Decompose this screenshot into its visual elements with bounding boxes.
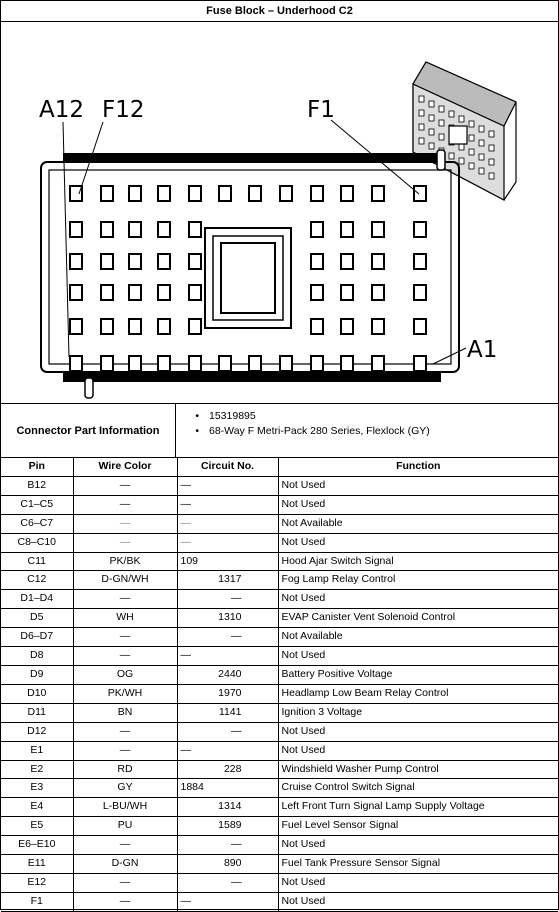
pin-cavity <box>158 222 170 237</box>
circuit-cell: 1884 <box>177 779 278 798</box>
function-cell: Fog Lamp Relay Control <box>278 571 558 590</box>
label-f12: F12 <box>102 97 145 123</box>
table-row <box>1 873 558 892</box>
table-row <box>1 684 558 703</box>
pin-cavity <box>189 222 201 237</box>
pin-cell: D11 <box>1 703 73 722</box>
connector-description: 68-Way F Metri-Pack 280 Series, Flexlock (GY) <box>209 425 430 437</box>
table-row <box>1 779 558 798</box>
wire-color-cell: — <box>73 722 177 741</box>
function-cell: Fuel Level Sensor Signal <box>278 817 558 836</box>
pin-cavity <box>129 319 141 334</box>
wire-color-cell: OG <box>73 665 177 684</box>
function-cell: Cruise Control Switch Signal <box>278 779 558 798</box>
pin-cell: F1 <box>1 892 73 911</box>
connector-part-item <box>176 409 558 424</box>
table-row <box>1 590 558 609</box>
wire-color-cell: — <box>73 514 177 533</box>
pin-cell: E2 <box>1 760 73 779</box>
function-cell: Not Used <box>278 647 558 666</box>
function-cell: Not Used <box>278 590 558 609</box>
pin-cavity <box>372 319 384 334</box>
circuit-cell: 228 <box>177 760 278 779</box>
pin-cavity <box>101 356 113 371</box>
label-a12: A12 <box>39 97 85 123</box>
pin-cavity <box>341 319 353 334</box>
circuit-cell: 109 <box>177 552 278 571</box>
function-cell: Headlamp Low Beam Relay Control <box>278 684 558 703</box>
pin-cell: D8 <box>1 647 73 666</box>
connector-drawing <box>1 22 558 403</box>
pin-cavity <box>341 186 353 201</box>
pin-cell: E5 <box>1 817 73 836</box>
function-cell: Not Used <box>278 873 558 892</box>
pin-cavity <box>372 356 384 371</box>
wire-color-cell: — <box>73 836 177 855</box>
connector-part-item <box>176 424 558 439</box>
pin-cavity <box>129 254 141 269</box>
pin-cavity <box>372 285 384 300</box>
circuit-cell: — <box>177 476 278 495</box>
table-row <box>1 571 558 590</box>
wire-color-cell: — <box>73 476 177 495</box>
circuit-cell: — <box>177 836 278 855</box>
pin-cavity <box>414 356 426 371</box>
function-cell: Windshield Washer Pump Control <box>278 760 558 779</box>
pin-cavity <box>101 222 113 237</box>
circuit-cell: — <box>177 495 278 514</box>
page-title: Fuse Block – Underhood C2 <box>1 1 558 22</box>
function-cell: Not Used <box>278 892 558 911</box>
wire-color-cell: D-GN <box>73 855 177 874</box>
circuit-cell: — <box>177 628 278 647</box>
label-f1: F1 <box>307 97 335 123</box>
table-row <box>1 476 558 495</box>
col-header-wire-color: Wire Color <box>73 458 177 476</box>
wire-color-cell: — <box>73 495 177 514</box>
table-row <box>1 665 558 684</box>
pin-cavity <box>70 285 82 300</box>
function-cell: Not Used <box>278 836 558 855</box>
wire-color-cell: L-BU/WH <box>73 798 177 817</box>
function-cell: Ignition 3 Voltage <box>278 703 558 722</box>
circuit-cell: — <box>177 647 278 666</box>
pin-cell: D12 <box>1 722 73 741</box>
pin-cavity <box>158 356 170 371</box>
circuit-cell: — <box>177 892 278 911</box>
pin-cavity <box>219 186 231 201</box>
pin-cavity <box>280 186 292 201</box>
pin-cell: D9 <box>1 665 73 684</box>
circuit-cell: 1310 <box>177 609 278 628</box>
table-row <box>1 892 558 911</box>
pin-cell: C6–C7 <box>1 514 73 533</box>
circuit-cell: 1314 <box>177 798 278 817</box>
pin-cavity <box>189 356 201 371</box>
pin-cavity <box>311 285 323 300</box>
pin-cavity <box>341 254 353 269</box>
connector-part-label: Connector Part Information <box>1 404 176 457</box>
function-cell: Not Available <box>278 628 558 647</box>
pin-cavity <box>101 319 113 334</box>
pin-cavity <box>311 356 323 371</box>
pin-cavity <box>280 356 292 371</box>
table-row <box>1 817 558 836</box>
pin-cell: E4 <box>1 798 73 817</box>
pin-table <box>1 458 558 912</box>
function-cell: Not Used <box>278 741 558 760</box>
col-header-circuit-no: Circuit No. <box>177 458 278 476</box>
table-row <box>1 760 558 779</box>
circuit-cell: 1970 <box>177 684 278 703</box>
pin-cavity <box>311 186 323 201</box>
col-header-function: Function <box>278 458 558 476</box>
pin-cavity <box>70 222 82 237</box>
part-number: 15319895 <box>209 410 256 422</box>
wire-color-cell: — <box>73 590 177 609</box>
pin-table-header <box>1 458 558 476</box>
pin-cavity <box>189 254 201 269</box>
circuit-cell: 2440 <box>177 665 278 684</box>
function-cell: Not Available <box>278 514 558 533</box>
bullet-icon: • <box>195 425 199 437</box>
table-row <box>1 609 558 628</box>
pin-cavity <box>158 186 170 201</box>
wire-color-cell: PK/WH <box>73 684 177 703</box>
function-cell: Fuel Tank Pressure Sensor Signal <box>278 855 558 874</box>
label-a1: A1 <box>467 337 498 363</box>
pin-cavity <box>158 319 170 334</box>
circuit-cell: — <box>177 533 278 552</box>
function-cell: Not Used <box>278 476 558 495</box>
circuit-cell: — <box>177 873 278 892</box>
function-cell: Not Used <box>278 533 558 552</box>
callout-line-a1 <box>433 348 466 364</box>
pin-cell: C1–C5 <box>1 495 73 514</box>
pin-cell: E1 <box>1 741 73 760</box>
wire-color-cell: — <box>73 741 177 760</box>
table-row <box>1 855 558 874</box>
pin-cell: C8–C10 <box>1 533 73 552</box>
wire-color-cell: PU <box>73 817 177 836</box>
pin-cavity <box>249 356 261 371</box>
table-row <box>1 836 558 855</box>
table-row <box>1 533 558 552</box>
circuit-cell: — <box>177 741 278 760</box>
pin-cavity <box>311 319 323 334</box>
wire-color-cell: BN <box>73 703 177 722</box>
pin-cavity <box>101 285 113 300</box>
pin-cell: D6–D7 <box>1 628 73 647</box>
table-row <box>1 741 558 760</box>
pin-cavity <box>189 186 201 201</box>
pin-cell: E11 <box>1 855 73 874</box>
table-row <box>1 514 558 533</box>
pin-cavity <box>129 356 141 371</box>
table-row <box>1 647 558 666</box>
function-cell: Left Front Turn Signal Lamp Supply Voltage <box>278 798 558 817</box>
table-row <box>1 703 558 722</box>
pin-cavity <box>70 356 82 371</box>
pin-cavity <box>341 285 353 300</box>
pin-cavity <box>414 254 426 269</box>
pin-cavity <box>189 285 201 300</box>
pin-cavity <box>158 285 170 300</box>
pin-cavity <box>101 254 113 269</box>
pin-cavity <box>189 319 201 334</box>
pin-cell: C11 <box>1 552 73 571</box>
pin-cavity <box>129 285 141 300</box>
pin-cavity <box>341 222 353 237</box>
pin-cavity <box>70 254 82 269</box>
pin-cavity <box>101 186 113 201</box>
circuit-cell: 1317 <box>177 571 278 590</box>
pin-cell: E3 <box>1 779 73 798</box>
wire-color-cell: — <box>73 892 177 911</box>
pin-cavity <box>129 186 141 201</box>
pin-cavity <box>414 285 426 300</box>
pin-cavity <box>372 254 384 269</box>
connector-part-information <box>1 404 558 458</box>
pin-cavity <box>158 254 170 269</box>
pin-cavity <box>372 222 384 237</box>
pin-cavity <box>70 186 82 201</box>
table-row <box>1 628 558 647</box>
pin-cavity <box>311 254 323 269</box>
circuit-cell: — <box>177 590 278 609</box>
function-cell: EVAP Canister Vent Solenoid Control <box>278 609 558 628</box>
pin-cell: D1–D4 <box>1 590 73 609</box>
pin-cavity <box>219 356 231 371</box>
circuit-cell: — <box>177 722 278 741</box>
circuit-cell: 1589 <box>177 817 278 836</box>
circuit-cell: — <box>177 514 278 533</box>
pin-cavity <box>311 222 323 237</box>
wire-color-cell: — <box>73 873 177 892</box>
function-cell: Not Used <box>278 495 558 514</box>
table-row <box>1 552 558 571</box>
pin-cavity <box>341 356 353 371</box>
pin-cavity <box>249 186 261 201</box>
function-cell: Battery Positive Voltage <box>278 665 558 684</box>
function-cell: Not Used <box>278 722 558 741</box>
pin-cell: C12 <box>1 571 73 590</box>
table-row <box>1 495 558 514</box>
table-row <box>1 798 558 817</box>
wire-color-cell: — <box>73 647 177 666</box>
connector-thumbnail <box>413 62 516 200</box>
col-header-pin: Pin <box>1 458 73 476</box>
circuit-cell: 890 <box>177 855 278 874</box>
pin-cell: E6–E10 <box>1 836 73 855</box>
pin-cavity <box>414 186 426 201</box>
pin-cell: D10 <box>1 684 73 703</box>
wire-color-cell: RD <box>73 760 177 779</box>
wire-color-cell: — <box>73 628 177 647</box>
connector-diagram <box>1 22 558 404</box>
wire-color-cell: WH <box>73 609 177 628</box>
pin-cavity <box>70 319 82 334</box>
pin-cell: D5 <box>1 609 73 628</box>
pin-cell: B12 <box>1 476 73 495</box>
pin-cavity <box>129 222 141 237</box>
pin-cavity <box>414 222 426 237</box>
pin-cavity <box>372 186 384 201</box>
connector-part-list <box>176 404 558 457</box>
wire-color-cell: D-GN/WH <box>73 571 177 590</box>
function-cell: Hood Ajar Switch Signal <box>278 552 558 571</box>
table-row <box>1 722 558 741</box>
pin-cell: E12 <box>1 873 73 892</box>
pin-cavity <box>414 319 426 334</box>
bullet-icon: • <box>195 410 199 422</box>
wire-color-cell: PK/BK <box>73 552 177 571</box>
wire-color-cell: — <box>73 533 177 552</box>
wire-color-cell: GY <box>73 779 177 798</box>
circuit-cell: 1141 <box>177 703 278 722</box>
